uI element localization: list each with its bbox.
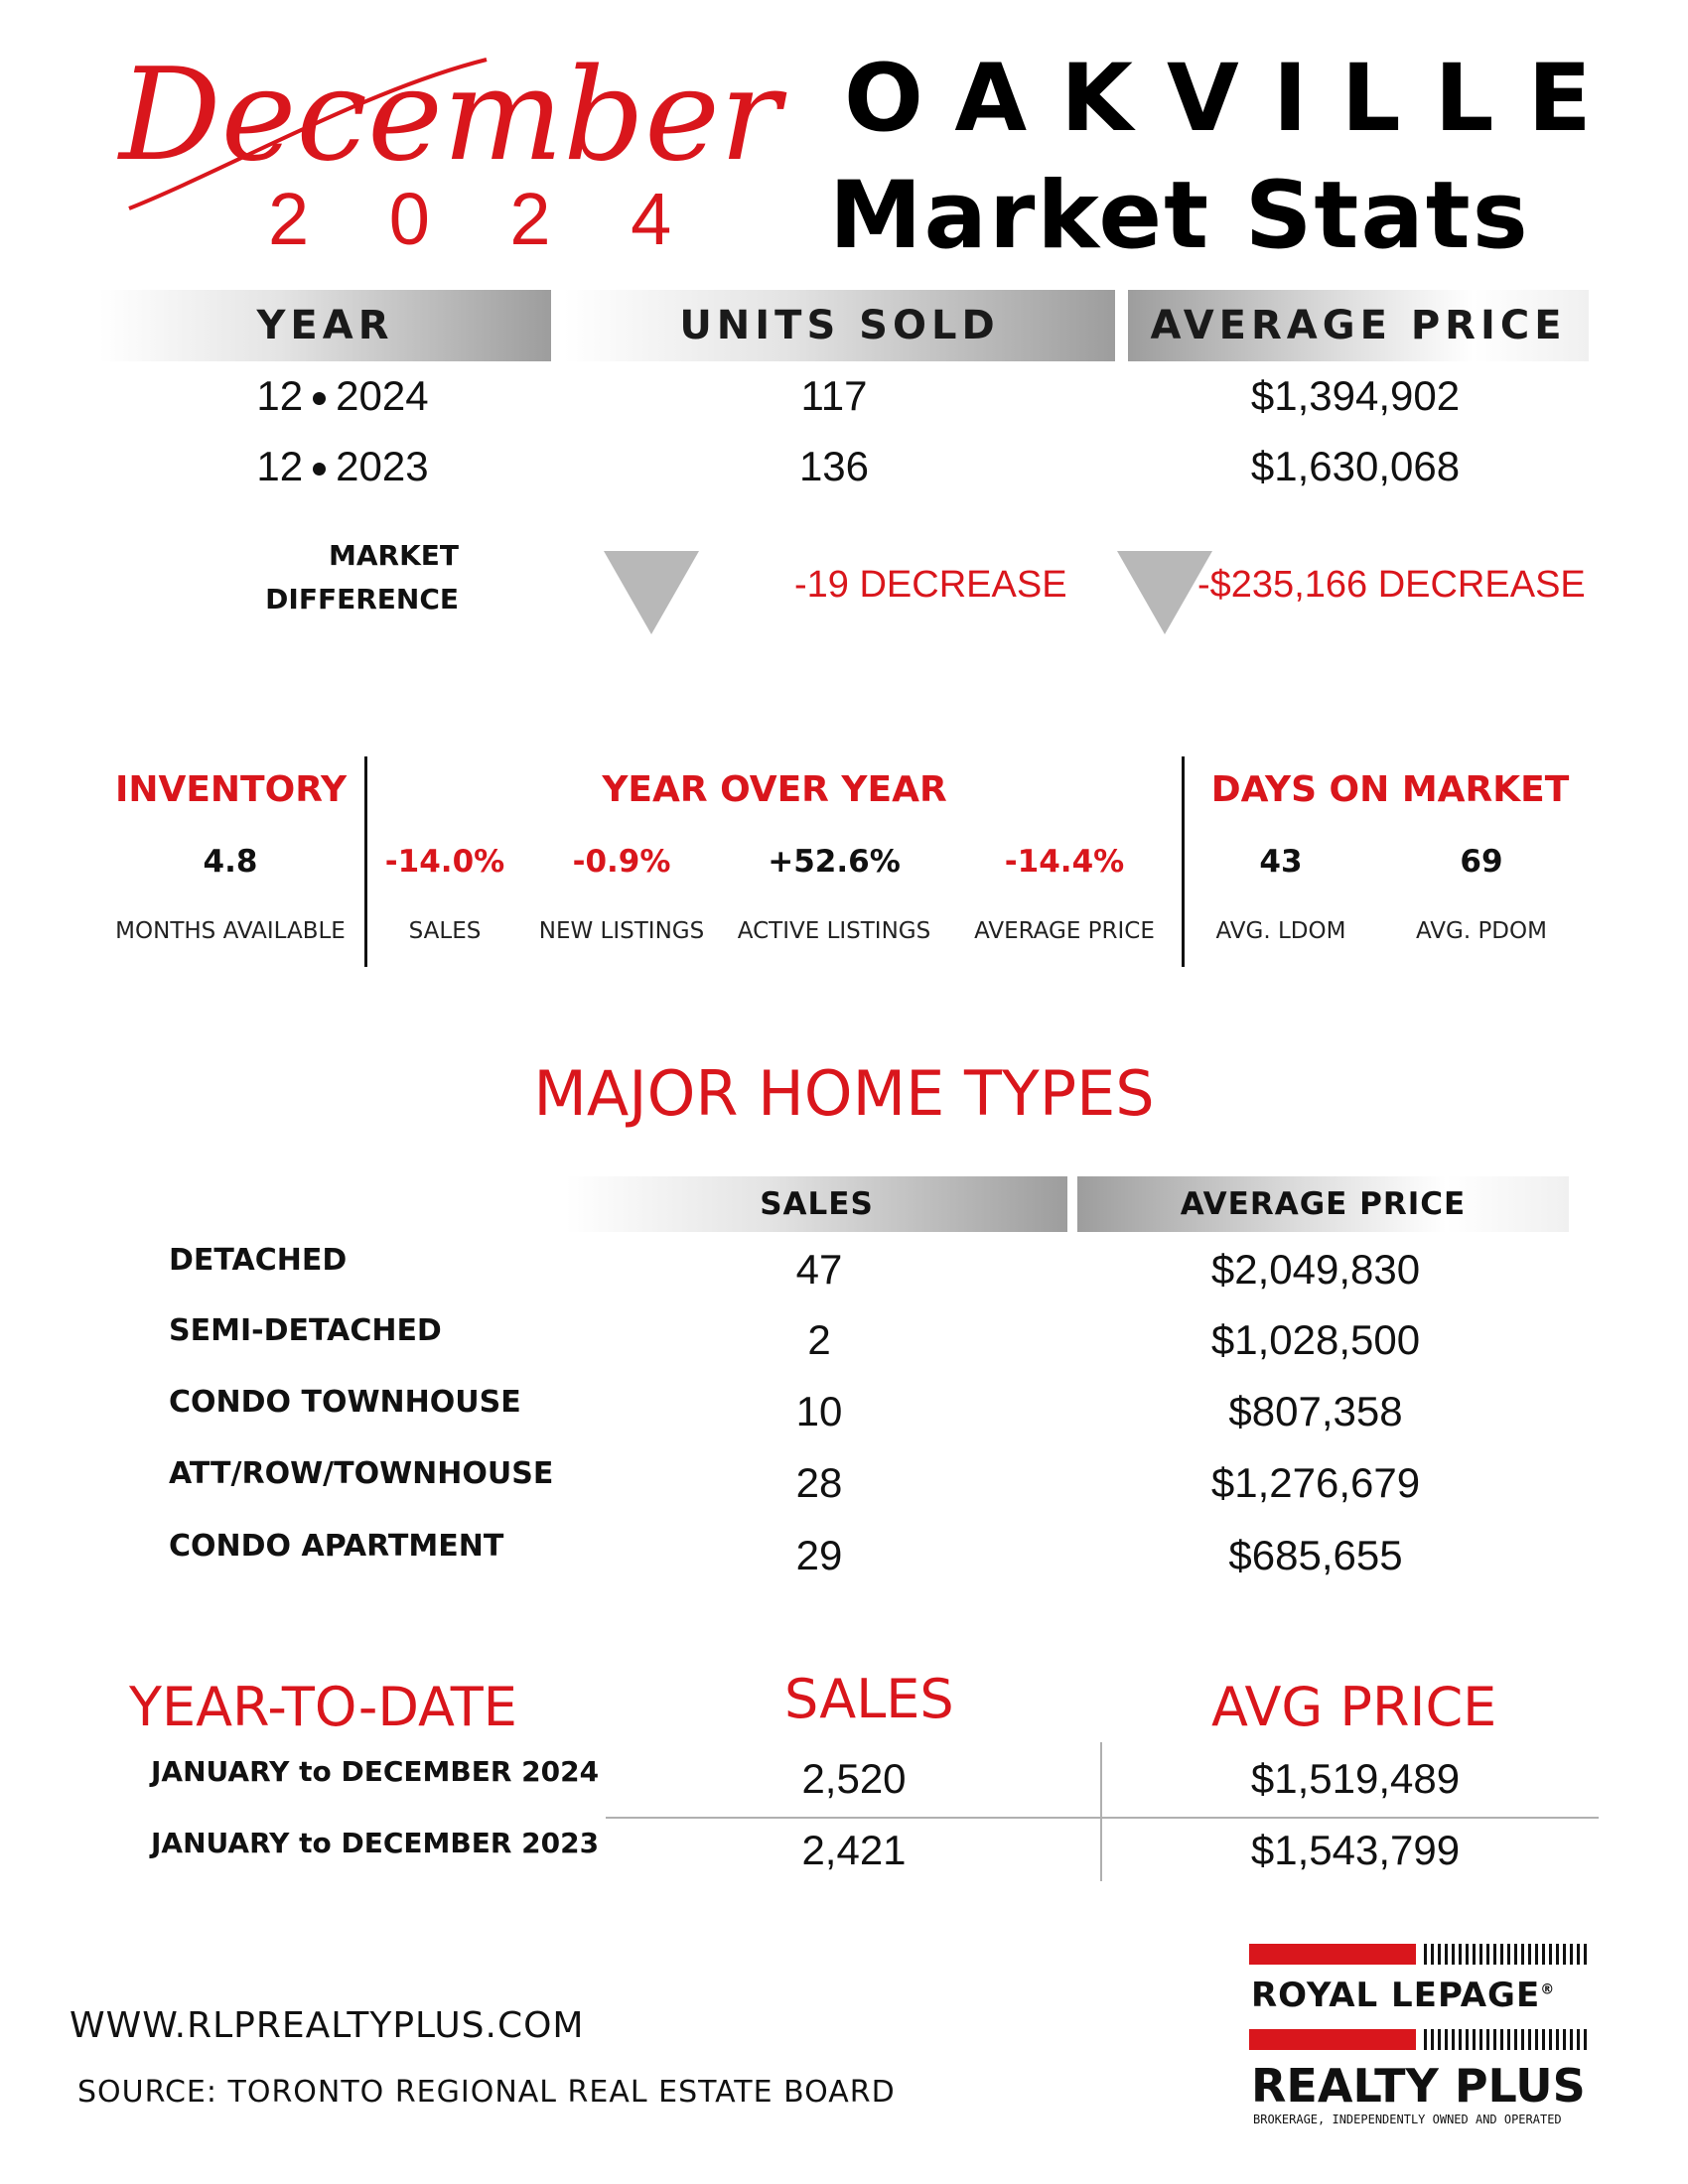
home-type-sales: 10	[795, 1388, 843, 1434]
summary-units: 136	[798, 443, 870, 489]
home-type-sales: 29	[795, 1532, 843, 1578]
ytd-row-label: JANUARY to DECEMBER 2024	[151, 1755, 600, 1788]
summary-price: $1,630,068	[1250, 443, 1461, 489]
ytd-row-label: JANUARY to DECEMBER 2023	[151, 1827, 600, 1859]
home-type-sales: 28	[795, 1459, 843, 1506]
home-type-price: $2,049,830	[1210, 1246, 1421, 1293]
col-header-year: YEAR	[99, 290, 551, 361]
home-type-price: $1,028,500	[1210, 1316, 1421, 1363]
yoy-new-listings-label: NEW LISTINGS	[538, 918, 705, 944]
logo-red-bar	[1249, 1944, 1416, 1965]
yoy-active-listings-label: ACTIVE LISTINGS	[737, 918, 931, 944]
home-type-price: $1,276,679	[1210, 1459, 1421, 1506]
page-title: Market Stats	[829, 162, 1530, 270]
yoy-average-price-label: AVERAGE PRICE	[974, 918, 1155, 944]
col-header-average-price: AVERAGE PRICE	[1077, 1176, 1569, 1232]
royal-lepage-logo	[1249, 1944, 1587, 2142]
ytd-heading: YEAR-TO-DATE	[129, 1676, 517, 1738]
pdom-value: 69	[1460, 844, 1503, 880]
row-year: 2024	[336, 372, 429, 419]
yoy-heading: YEAR OVER YEAR	[602, 769, 947, 810]
home-type-label: CONDO APARTMENT	[169, 1529, 504, 1564]
col-header-sales: SALES	[566, 1176, 1067, 1232]
logo-stripes	[1424, 2029, 1587, 2050]
home-type-label: CONDO TOWNHOUSE	[169, 1385, 521, 1420]
summary-units: 117	[800, 372, 868, 419]
diff-label-line2: DIFFERENCE	[265, 583, 459, 615]
home-types-heading: MAJOR HOME TYPES	[533, 1057, 1155, 1130]
ytd-sales: 2,520	[801, 1755, 907, 1802]
logo-brand-text: ROYAL LEPAGE	[1251, 1976, 1541, 2015]
ytd-price: $1,543,799	[1250, 1827, 1461, 1873]
source-note: SOURCE: TORONTO REGIONAL REAL ESTATE BOARD	[77, 2075, 896, 2110]
month-text: December	[119, 42, 781, 190]
inventory-label: MONTHS AVAILABLE	[115, 918, 346, 944]
ytd-sales-heading: SALES	[784, 1668, 954, 1730]
summary-price: $1,394,902	[1250, 372, 1461, 419]
home-type-sales: 2	[807, 1316, 831, 1363]
ytd-row-divider	[606, 1817, 1599, 1819]
yoy-sales-label: SALES	[408, 918, 482, 944]
home-type-price: $685,655	[1228, 1532, 1403, 1578]
row-year: 2023	[336, 443, 429, 489]
dom-heading: DAYS ON MARKET	[1210, 769, 1570, 810]
website-link[interactable]: WWW.RLPREALTYPLUS.COM	[70, 2005, 585, 2046]
price-difference: -$235,166 DECREASE	[1197, 564, 1586, 606]
logo-line3: BROKERAGE, INDEPENDENTLY OWNED AND OPERATED	[1253, 2113, 1562, 2126]
bullet-icon	[313, 463, 326, 476]
down-arrow-icon	[604, 551, 699, 634]
row-month: 12	[256, 443, 304, 489]
diff-label-line1: MARKET	[328, 539, 459, 572]
home-type-label: SEMI-DETACHED	[169, 1313, 442, 1348]
logo-stripes	[1424, 1944, 1587, 1965]
yoy-sales-value: -14.0%	[384, 844, 505, 880]
col-header-units: UNITS SOLD	[564, 290, 1115, 361]
yoy-new-listings-value: -0.9%	[572, 844, 671, 880]
summary-row-year	[199, 443, 487, 490]
summary-row-year	[199, 372, 487, 420]
bullet-icon	[313, 392, 326, 405]
logo-line2: REALTY PLUS	[1251, 2059, 1586, 2113]
market-difference-label	[238, 534, 459, 621]
col-header-price: AVERAGE PRICE	[1128, 290, 1589, 361]
yoy-average-price-value: -14.4%	[1004, 844, 1125, 880]
inventory-value: 4.8	[203, 844, 258, 880]
home-type-sales: 47	[795, 1246, 843, 1293]
ytd-column-divider	[1100, 1742, 1102, 1881]
ytd-price: $1,519,489	[1250, 1755, 1461, 1802]
header-year: 2 0 2 4	[268, 178, 702, 260]
home-type-label: DETACHED	[169, 1243, 348, 1278]
units-difference: -19 DECREASE	[794, 564, 1067, 606]
ldom-label: AVG. LDOM	[1215, 918, 1346, 944]
yoy-active-listings-value: +52.6%	[768, 844, 901, 880]
inventory-heading: INVENTORY	[114, 769, 348, 810]
ldom-value: 43	[1259, 844, 1303, 880]
row-month: 12	[256, 372, 304, 419]
logo-line1	[1251, 1976, 1555, 2015]
home-type-price: $807,358	[1228, 1388, 1403, 1434]
pdom-label: AVG. PDOM	[1416, 918, 1547, 944]
ytd-sales: 2,421	[801, 1827, 907, 1873]
city-title: OAKVILLE	[844, 45, 1625, 153]
ytd-price-heading: AVG PRICE	[1211, 1676, 1497, 1738]
logo-red-bar	[1249, 2029, 1416, 2050]
registered-mark: ®	[1540, 1981, 1556, 1998]
home-type-label: ATT/ROW/TOWNHOUSE	[169, 1456, 554, 1491]
